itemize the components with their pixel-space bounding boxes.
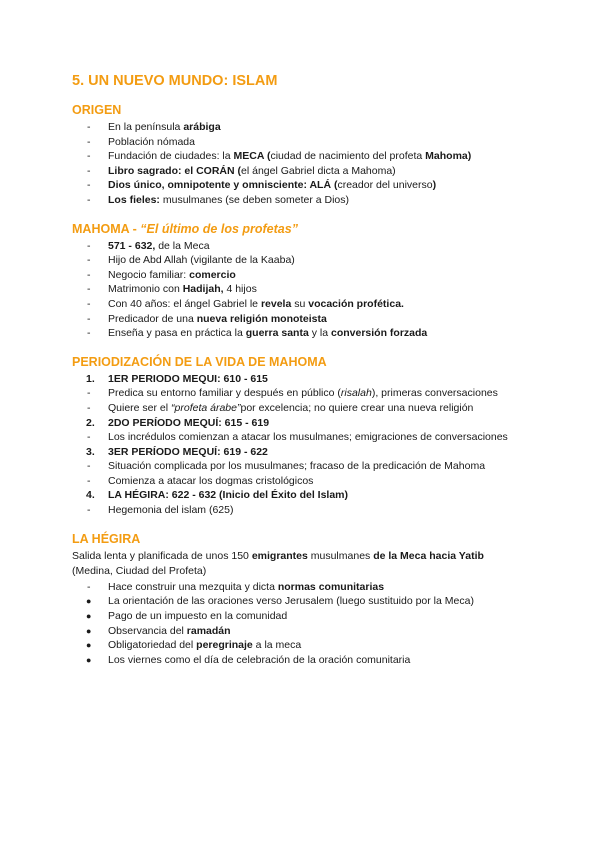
text-run: nueva religión monoteista <box>196 312 327 325</box>
text-run: Situación complicada por los musulmanes; fracaso de la predicación de Mahoma <box>108 460 486 473</box>
text-run: LA HÉGIRA: 622 - 632 (Inicio del Éxito del Islam) <box>108 489 349 502</box>
list-item <box>72 149 542 164</box>
dash-marker: - <box>87 312 91 325</box>
text-run: Enseña y pasa en práctica la <box>108 327 246 340</box>
text-run: 3ER PERÍODO MEQUÍ: 619 - 622 <box>108 445 268 458</box>
dash-marker: - <box>87 135 91 148</box>
number-marker: 1. <box>86 372 95 385</box>
text-run: peregrinaje <box>196 639 253 652</box>
list-item <box>72 135 542 150</box>
text-run: emigrantes <box>251 549 308 562</box>
text-run: “profeta árabe” <box>171 401 241 414</box>
document-title: 5. UN NUEVO MUNDO: ISLAM <box>72 73 278 89</box>
text-run: a la meca <box>252 639 302 652</box>
text-run: comercio <box>189 268 236 281</box>
text-run: Salida lenta y planificada de unos 150 <box>72 549 252 562</box>
list-item <box>72 386 542 401</box>
list-item <box>72 638 542 653</box>
text-run: Pago de un impuesto en la comunidad <box>108 610 288 623</box>
list-item <box>72 474 542 489</box>
text-run: Población nómada <box>108 135 195 148</box>
text-run: conversión forzada <box>330 327 428 340</box>
text-run: Quiere ser el <box>108 401 172 414</box>
mahoma-heading-text: MAHOMA - <box>72 221 141 236</box>
text-run: creador del universo <box>337 179 433 192</box>
dash-marker: - <box>87 193 91 206</box>
list-item <box>72 268 542 283</box>
text-run: revela <box>260 297 292 310</box>
list-item <box>72 459 542 474</box>
text-run: Hegemonia del islam (625) <box>108 504 234 517</box>
section-origen <box>72 102 542 208</box>
dash-marker: - <box>87 327 91 340</box>
text-run: 4 hijos <box>223 283 257 296</box>
mahoma-list <box>72 239 542 341</box>
dash-marker: - <box>87 297 91 310</box>
dash-marker: - <box>87 580 91 593</box>
text-run: 2DO PERÍODO MEQUÍ: 615 - 619 <box>108 416 270 429</box>
section-heading-mahoma <box>72 221 542 237</box>
section-periodizacion <box>72 354 542 518</box>
bullet-marker: ● <box>86 654 92 665</box>
text-run: de la Meca hacia Yatib <box>373 549 484 562</box>
list-item <box>72 430 542 445</box>
dash-marker: - <box>87 150 91 163</box>
list-item <box>72 445 542 460</box>
list-item <box>72 282 542 297</box>
bullet-marker: ● <box>86 625 92 636</box>
text-run: Con 40 años: el ángel Gabriel le <box>108 297 261 310</box>
text-run: musulmanes (se deben someter a Dios) <box>159 193 350 206</box>
list-item <box>72 594 542 609</box>
hegira-intro-continued: (Medina, Ciudad del Profeta) <box>72 565 207 578</box>
section-heading-hegira: LA HÉGIRA <box>72 531 141 546</box>
text-run: risalah <box>340 387 372 400</box>
bullet-marker: ● <box>86 596 92 607</box>
text-run: Los fieles: <box>108 193 160 206</box>
list-item <box>72 503 542 518</box>
bullet-marker: ● <box>86 640 92 651</box>
list-item <box>72 253 542 268</box>
dash-marker: - <box>87 179 91 192</box>
dash-marker: - <box>87 268 91 281</box>
section-heading-origen: ORIGEN <box>72 103 122 117</box>
dash-marker: - <box>87 239 91 252</box>
text-run: su <box>291 297 309 310</box>
text-run: Hijo de Abd Allah (vigilante de la Kaaba) <box>108 254 295 267</box>
text-run: Hace construir una mezquita y dicta <box>108 580 278 593</box>
dash-marker: - <box>87 460 91 473</box>
text-run: Predicador de una <box>108 312 197 325</box>
dash-marker: - <box>87 474 91 487</box>
text-run: Los viernes como el día de celebración de la oración comunitaria <box>108 653 411 666</box>
text-run: 1ER PERIODO MEQUI: 610 - 615 <box>108 372 268 385</box>
dash-marker: - <box>87 164 91 177</box>
text-run: Fundación de ciudades: la <box>108 150 234 163</box>
number-marker: 2. <box>86 416 95 429</box>
number-marker: 3. <box>86 445 95 458</box>
text-run: Matrimonio con <box>108 283 183 296</box>
text-run: Obligatoriedad del <box>108 639 197 652</box>
text-run: musulmanes <box>307 549 374 562</box>
text-run: Negocio familiar: <box>108 268 190 281</box>
list-item <box>72 297 542 312</box>
periodizacion-list <box>72 372 542 518</box>
text-run: el ángel Gabriel dicta a Mahoma) <box>241 164 396 177</box>
text-run: y la <box>308 327 331 340</box>
list-item <box>72 164 542 179</box>
text-run: Observancia del <box>108 624 187 637</box>
text-run: Predica su entorno familiar y después en público ( <box>108 387 341 400</box>
text-run: La orientación de las oraciones verso Jerusalem (luego sustituido por la Meca) <box>108 595 474 608</box>
dash-marker: - <box>87 401 91 414</box>
text-run: ciudad de nacimiento del profeta <box>270 150 426 163</box>
list-item <box>72 488 542 503</box>
text-run: vocación profética. <box>308 297 404 310</box>
list-item <box>72 401 542 416</box>
mahoma-subheading: “El último de los profetas” <box>140 221 298 236</box>
text-run: de la Meca <box>155 239 210 252</box>
text-run: En la península <box>108 121 184 133</box>
section-mahoma <box>72 221 542 341</box>
list-item <box>72 416 542 431</box>
text-run: MECA ( <box>233 150 271 163</box>
dash-marker: - <box>87 387 91 400</box>
text-run: Los incrédulos comienzan a atacar los musulmanes; emigraciones de conversaciones <box>108 431 508 444</box>
text-run: por excelencia; no quiere crear una nueva religión <box>240 401 474 414</box>
text-run: ) <box>432 179 437 192</box>
dash-marker: - <box>87 254 91 267</box>
hegira-list <box>72 580 542 668</box>
list-item <box>72 372 542 387</box>
text-run: Comienza a atacar los dogmas cristológicos <box>108 474 314 487</box>
dash-marker: - <box>87 121 91 133</box>
text-run: 571 - 632, <box>108 239 156 252</box>
dash-marker: - <box>87 504 91 517</box>
dash-marker: - <box>87 283 91 296</box>
bullet-marker: ● <box>86 611 92 622</box>
list-item <box>72 580 542 595</box>
number-marker: 4. <box>86 489 95 502</box>
text-run: ramadán <box>186 624 231 637</box>
dash-marker: - <box>87 431 91 444</box>
list-item <box>72 326 542 341</box>
list-item <box>72 609 542 624</box>
text-run: arábiga <box>183 121 221 133</box>
list-item <box>72 193 542 208</box>
text-run: Libro sagrado: el CORÁN ( <box>108 164 242 177</box>
hegira-intro <box>72 549 542 564</box>
section-hegira <box>72 531 542 668</box>
list-item <box>72 312 542 327</box>
text-run: Dios único, omnipotente y omnisciente: ALÁ ( <box>108 179 338 192</box>
text-run: Hadijah, <box>182 283 224 296</box>
document-body <box>72 72 542 680</box>
section-heading-periodizacion: PERIODIZACIÓN DE LA VIDA DE MAHOMA <box>72 354 327 369</box>
origen-list <box>72 120 542 208</box>
list-item <box>72 624 542 639</box>
text-run: guerra santa <box>245 327 309 340</box>
text-run: normas comunitarias <box>277 580 385 593</box>
list-item <box>72 239 542 254</box>
list-item <box>72 653 542 668</box>
text-run: ), primeras conversaciones <box>371 387 498 400</box>
text-run: Mahoma) <box>425 150 472 163</box>
list-item <box>72 178 542 193</box>
list-item <box>72 120 542 135</box>
